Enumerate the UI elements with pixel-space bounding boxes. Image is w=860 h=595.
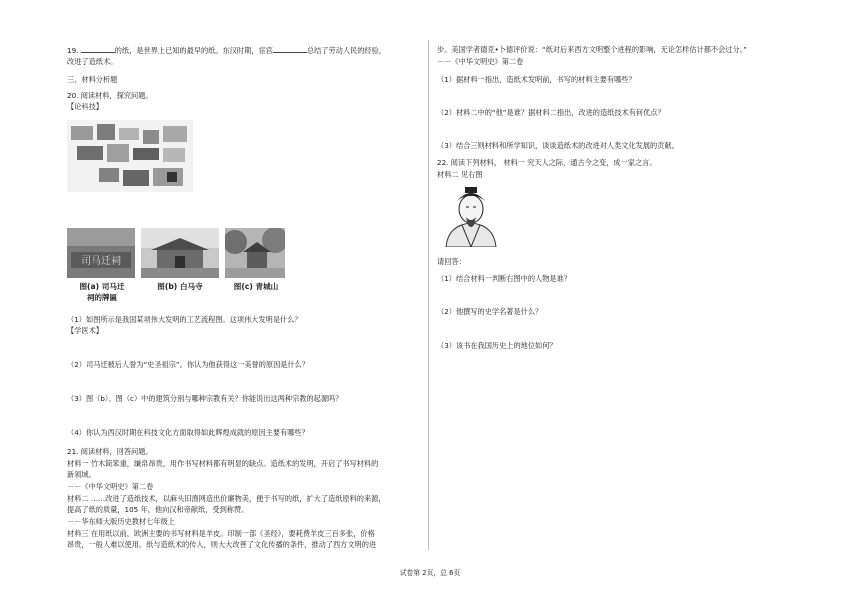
q21-material1-source: －－《中华文明史》第二卷 [67,482,154,491]
q22-sub3: （3）该书在我国历史上的地位如何？ [437,341,557,350]
q21-material1-line2: 新领域。 [67,470,96,479]
q22-intro: 22. 阅读下列材料， 材料一 究天人之际，通古今之变，成一家之言。 [437,158,657,167]
q21-material3-source: －－《中华文明史》第二卷 [437,57,524,66]
section-heading: 三、材料分析题 [67,75,118,84]
papermaking-process-image [67,120,193,192]
q21-material3-line2: 昂贵，一般人难以使用。纸与造纸术的传入，则大大改善了文化传播的条件，推动了西方文明的进 [67,540,377,549]
q19-line2: 改进了造纸术。 [67,57,118,66]
q21-material3-line1: 材料三 在用纸以前，欧洲主要的书写材料是羊皮。印制一部《圣经》，要耗费羊皮三百多张，价格 [67,529,375,538]
q19-blank-1 [81,45,115,53]
caption-c: 图(c) 青城山 [233,282,279,291]
q21-sub2: （2）材料二中的“他”是谁？据材料二指出，改进的造纸技术有何优点？ [437,108,665,117]
q19-text-1: 的纸，是世界上已知的最早的纸。东汉时期，宦官 [114,46,273,55]
q20-tag-tech: 【论科技】 [67,102,103,111]
q20-sub2: （2）司马迁被后人誉为“史圣祖宗”。你认为他获得这一美誉的原因是什么？ [67,360,310,369]
q19-text-2: 总结了劳动人民的经验， [306,46,386,55]
q22-material2: 材料二 见右图 [437,170,483,179]
q21-material1-line1: 材料一 竹木简笨重，缣帛昂贵，用作书写材料都有明显的缺点。造纸术的发明，开启了书写材料的 [67,459,379,468]
q19-blank-2 [273,45,307,53]
caption-a [67,281,137,303]
q20-sub3: （3）图（b）、图（c）中的建筑分别与哪种宗教有关？你能说出这两种宗教的起源吗？ [67,394,343,403]
q22-sub1: （1）结合材料一判断右图中的人物是谁？ [437,274,571,283]
q20-sub1: （1）如图所示是我国某项伟大发明的工艺流程图。这项伟大发明是什么？ [67,315,302,324]
q22-please-answer: 请回答： [437,257,466,266]
plaque-text: 司马迁祠 [81,256,121,267]
sima-qian-portrait [438,185,504,247]
q21-material2-line1: 材料二 ……改进了造纸技术，以麻头旧渔网造出价廉物美，便于书写的纸，扩大了造纸原料的来源， [67,494,386,503]
q21-sub1: （1）据材料一指出，造纸术发明前，书写的材料主要有哪些？ [437,75,636,84]
column-divider [428,40,429,550]
caption-b: 图(b) 白马寺 [157,282,203,291]
q21-intro: 21. 阅读材料，回答问题。 [67,447,153,456]
q20-sub4: （4）你认为西汉时期在科技文化方面取得如此辉煌成就的原因主要有哪些？ [67,428,309,437]
q19-number: 19. [67,46,79,55]
qingcheng-mountain-photo [225,228,285,278]
page-footer: 试卷第 2页，总 6页 [399,569,461,577]
q21-sub3: （3）结合三则材料和所学知识，谈谈造纸术的改进对人类文化发展的贡献。 [437,141,679,150]
q21-continued: 步。美国学者德克•卜德评价说：“纸对后来西方文明整个进程的影响，无论怎样估计都不会过分。” [437,45,747,54]
q19-line1 [67,45,386,55]
caption-a-line1: 图(a) 司马迁 [79,282,125,291]
white-horse-temple-photo [141,228,219,278]
q20-tag-medicine: 【学医术】 [67,326,103,335]
q22-sub2: （2）他撰写的史学名著是什么？ [437,307,543,316]
q21-material2-line2: 提高了纸的质量，105 年，他向汉和帝献纸，受到称赞。 [67,505,249,514]
sima-qian-plaque-photo [67,228,135,278]
q20-intro: 20. 阅读材料，探究问题。 [67,91,153,100]
q21-material2-source: －－华东师大版历史教材七年级上 [67,517,175,526]
caption-a-line2: 祠的牌匾 [86,293,118,302]
